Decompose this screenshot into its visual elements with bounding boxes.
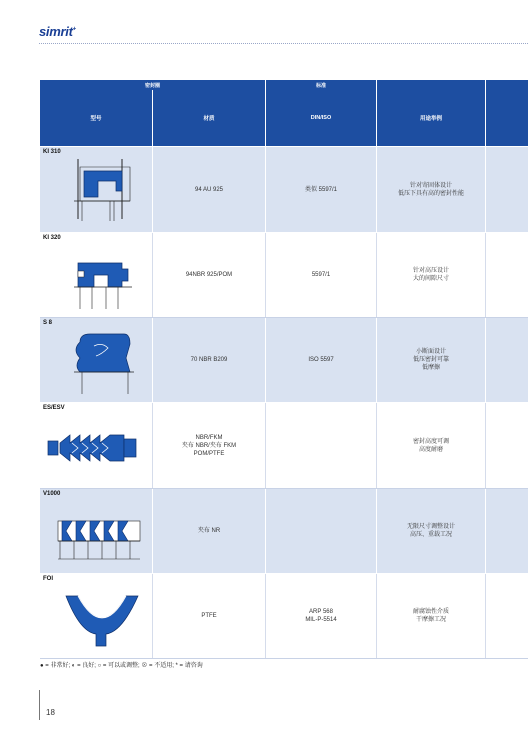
row-code: KI 320: [43, 235, 61, 241]
page-number: 18: [46, 708, 55, 717]
row-code: FOI: [43, 576, 53, 582]
foi-seal-profile-icon: [44, 584, 148, 654]
standard-cell: [266, 489, 376, 573]
header-group-blank-2: [486, 80, 528, 90]
material-cell: NBR/FKM 夹布 NBR/夹布 FKM POM/PTFE: [181, 434, 237, 457]
col-header-usage: 用途举例: [377, 90, 485, 146]
row-code: S 8: [43, 320, 53, 326]
col-header-type: 型号: [40, 90, 152, 146]
material-cell: 94NBR 925/POM: [185, 272, 233, 278]
col-header-material: 材质: [153, 90, 265, 146]
ki320-seal-profile-icon: [44, 243, 148, 313]
table-row: [40, 318, 528, 402]
table-row: [40, 574, 528, 658]
ki310-seal-profile-icon: [44, 157, 148, 227]
usage-cell: 针对高压设计 大的间隙尺寸: [412, 268, 449, 282]
row-code: V1000: [43, 491, 61, 497]
usage-cell: 密封高度可调 高度耐磨: [412, 438, 449, 453]
col-header-standard: DIN/ISO: [266, 90, 376, 146]
col-header-extra: [486, 90, 528, 146]
standard-cell: ISO 5597: [308, 357, 334, 363]
header-rule: [39, 43, 528, 44]
table-row: [40, 403, 528, 488]
material-cell: 94 AU 925: [194, 186, 224, 193]
standard-cell: 类似 5597/1: [304, 186, 338, 193]
usage-cell: 针对寄固体设计 低压下具有高的密封性能: [397, 182, 464, 197]
material-cell: 70 NBR B209: [190, 357, 228, 363]
usage-cell: 小断面设计 低压密封可靠 低摩擦: [412, 349, 449, 371]
usage-cell: 耐腐蚀性介质 干摩擦工况: [412, 609, 449, 623]
v1000-seal-profile-icon: [44, 499, 148, 569]
brand-logo: simrit+: [39, 24, 76, 39]
usage-cell: 无限尺寸调整设计 高压、重载工况: [406, 524, 455, 538]
standard-cell: [266, 403, 376, 488]
material-cell: 夹布 NR: [197, 528, 221, 534]
table-row: [40, 489, 528, 573]
header-group-blank-1: [377, 80, 485, 90]
table-row: [40, 233, 528, 317]
row-code: KI 310: [43, 149, 61, 155]
row-code: ES/ESV: [43, 405, 65, 411]
material-cell: PTFE: [201, 613, 217, 619]
s8-seal-profile-icon: [44, 328, 148, 398]
legend-footnote: ● = 非常好; ◐ = 良好; ○ = 可以或调整; ⊗ = 不适用; * = 请咨询: [40, 663, 203, 669]
header-group-standard: 标准: [266, 80, 376, 90]
table-row: [40, 147, 528, 232]
standard-cell: ARP 568 MIL-P-5514: [305, 609, 337, 623]
standard-cell: 5597/1: [311, 272, 331, 278]
header-group-seal: 密封圈: [40, 80, 265, 90]
page-number-rule: [39, 690, 40, 720]
es-esv-seal-profile-icon: [44, 413, 148, 483]
